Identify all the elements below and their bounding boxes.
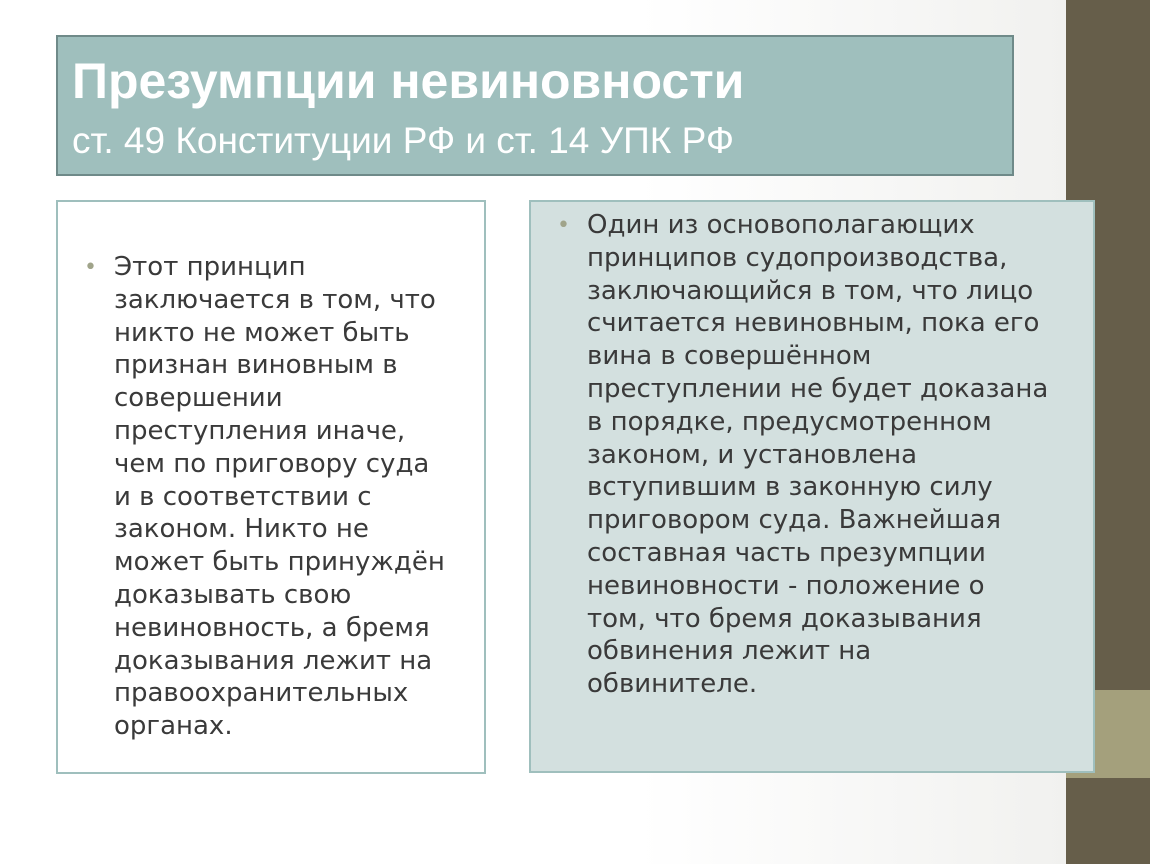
title-box [56,35,1014,176]
bullet-dot-icon: • [84,255,97,280]
left-body-text: Этот принцип заключается в том, что никто не может быть признан виновным в совершении преступления иначе, чем по приговору суда и в соответствии с законом. Никто не может быть принуждён доказывать свою невиновность, а бремя доказывания лежит на правоохранительных органах. [114,252,445,742]
left-content-box [56,200,486,774]
left-bullet-item [84,251,474,743]
bullet-dot-icon: • [557,213,570,238]
slide-subtitle: ст. 49 Конституции РФ и ст. 14 УПК РФ [72,120,734,161]
right-body-text: Один из основополагающих принципов судопроизводства, заключающийся в том, что лицо считается невиновным, пока его вина в совершённом преступлении не будет доказана в порядке, предусмотренном законом, и установлена вступившим в законную силу приговором суда. Важнейшая составная часть презумпции невиновности - положение о том, что бремя доказывания обвинения лежит на обвинителе. [587,210,1049,700]
slide-title: Презумпции невиновности [72,53,745,109]
right-bullet-item [557,209,1092,701]
right-content-box [529,200,1095,773]
